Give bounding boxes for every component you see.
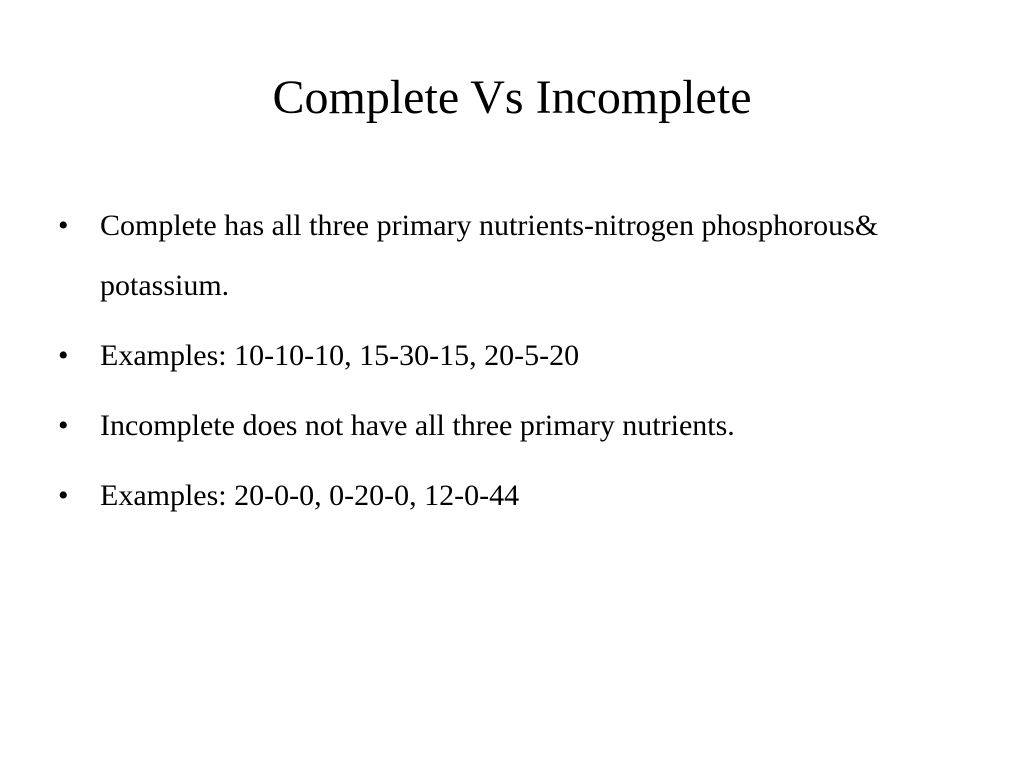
bullet-item-incomplete <box>58 396 958 456</box>
bullet-list <box>58 196 958 536</box>
bullet-item-complete-examples <box>58 326 958 386</box>
bullet-icon: • <box>58 479 69 512</box>
bullet-text: Complete has all three primary nutrients-nitrogen phosphorous& potassium. <box>100 209 879 302</box>
bullet-item-incomplete-examples <box>58 466 958 526</box>
bullet-text: Incomplete does not have all three primary nutrients. <box>100 409 735 442</box>
bullet-text: Examples: 10-10-10, 15-30-15, 20-5-20 <box>100 339 580 372</box>
bullet-item-complete <box>58 196 958 316</box>
bullet-icon: • <box>58 339 69 372</box>
bullet-icon: • <box>58 409 69 442</box>
bullet-icon: • <box>58 209 69 242</box>
bullet-text: Examples: 20-0-0, 0-20-0, 12-0-44 <box>100 479 520 512</box>
slide-title: Complete Vs Incomplete <box>272 71 752 124</box>
